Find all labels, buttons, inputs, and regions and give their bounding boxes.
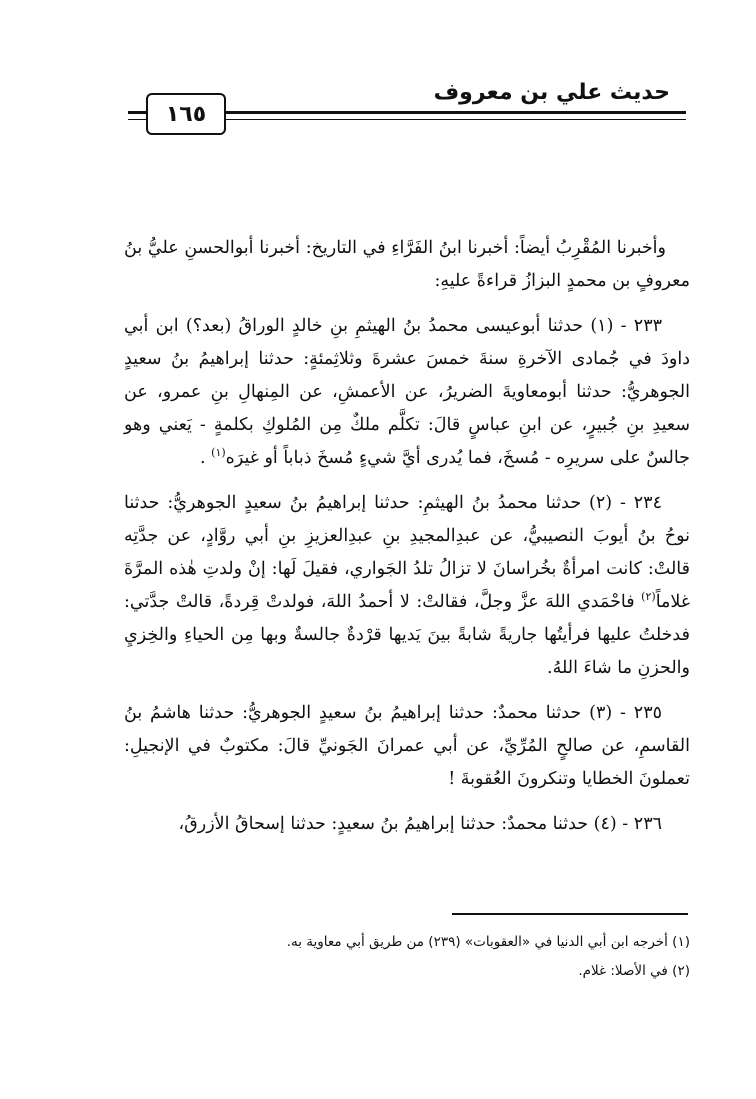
hadith-233-end: . — [199, 448, 206, 468]
footnote-ref-2: (٢) — [641, 590, 656, 604]
footnote-rule — [452, 913, 688, 915]
hadith-234-text: ٢٣٤ - (٢) حدثنا محمدُ بنُ الهيثمِ: حدثنا إبراهيمُ بنُ سعيدٍ الجوهريُّ: حدثنا نوحُ بنُ أيوبَ النصيبيُّ، عن عبدِالمجيدِ بنِ عبدِالعزيزِ بنِ أبي روَّادٍ، عن جدَّتِه قالتْ: كانت امرأةٌ بخُراسانَ لا تزالُ تلدُ الجَواري، فقيلَ لَها: إنْ ولدتِ هٰذه المرَّةَ غلاماً — [124, 493, 690, 612]
footnote-1: (١) أخرجه ابن أبي الدنيا في «العقوبات» (٢٣٩) من طريق أبي معاوية به. — [286, 934, 690, 950]
page-number: ١٦٥ — [146, 93, 226, 135]
body-text — [124, 232, 690, 853]
hadith-234 — [124, 487, 690, 685]
footnote-2: (٢) في الأصلا: غلام. — [578, 963, 690, 979]
hadith-233-text: ٢٣٣ - (١) حدثنا أبوعيسى محمدُ بنُ الهيثمِ بنِ خالدٍ الوراقُ (بعد؟) ابن أبي داودَ في جُمادى الآخرةِ سنةَ خمسَ عشرةَ وثلاثِمئةٍ: حدثنا إبراهيمُ بنُ سعيدٍ الجوهريُّ: حدثنا أبومعاويةَ الضريرُ، عن الأعمشِ، عن المِنهالِ بنِ عمرو، عن سعيدِ بنِ جُبيرٍ، عن ابنِ عباسٍ قالَ: تكلَّم ملكٌ مِن المُلوكِ بكلمةٍ - يَعني وهو جالسٌ على سريرِه - مُسخَ، فما يُدرى أيَّ شيءٍ مُسخَ ذباباً أو غيرَه — [124, 316, 690, 468]
hadith-235: ٢٣٥ - (٣) حدثنا محمدٌ: حدثنا إبراهيمُ بنُ سعيدٍ الجوهريُّ: حدثنا هاشمُ بنُ القاسمِ، عن صالحٍ المُرِّيِّ، عن أبي عمرانَ الجَونيِّ قالَ: مكتوبٌ في الإنجيلِ: تعملونَ الخطايا وتنكرونَ العُقوبةَ ! — [124, 703, 690, 789]
footnote-ref-1: (١) — [211, 446, 226, 460]
running-title: حديث علي بن معروف — [428, 80, 676, 105]
hadith-236: ٢٣٦ - (٤) حدثنا محمدٌ: حدثنا إبراهيمُ بنُ سعيدٍ: حدثنا إسحاقُ الأزرقُ، — [178, 814, 662, 834]
intro-paragraph: وأخبرنا المُقْرِبُ أيضاً: أخبرنا ابنُ الفَرَّاءِ في التاريخ: أخبرنا أبوالحسنِ عليُّ بنُ معروفٍ بن محمدٍ البزازُ قراءةً عليهِ: — [124, 238, 690, 291]
footnotes — [124, 928, 690, 986]
hadith-234-rest: فاحْمَدي اللهَ عزَّ وجلَّ، فقالتْ: لا أحمدُ اللهَ، فولدتْ قِردةً، قالتْ جدَّتي: فدخلتُ عليها فرأيتُها جاريةً شابةً بينَ يَديها قرْدةٌ جالسةٌ وبها مِن الحياءِ والخِزيِ والحزنِ ما شاءَ اللهُ. — [124, 592, 690, 678]
hadith-233 — [124, 310, 690, 475]
